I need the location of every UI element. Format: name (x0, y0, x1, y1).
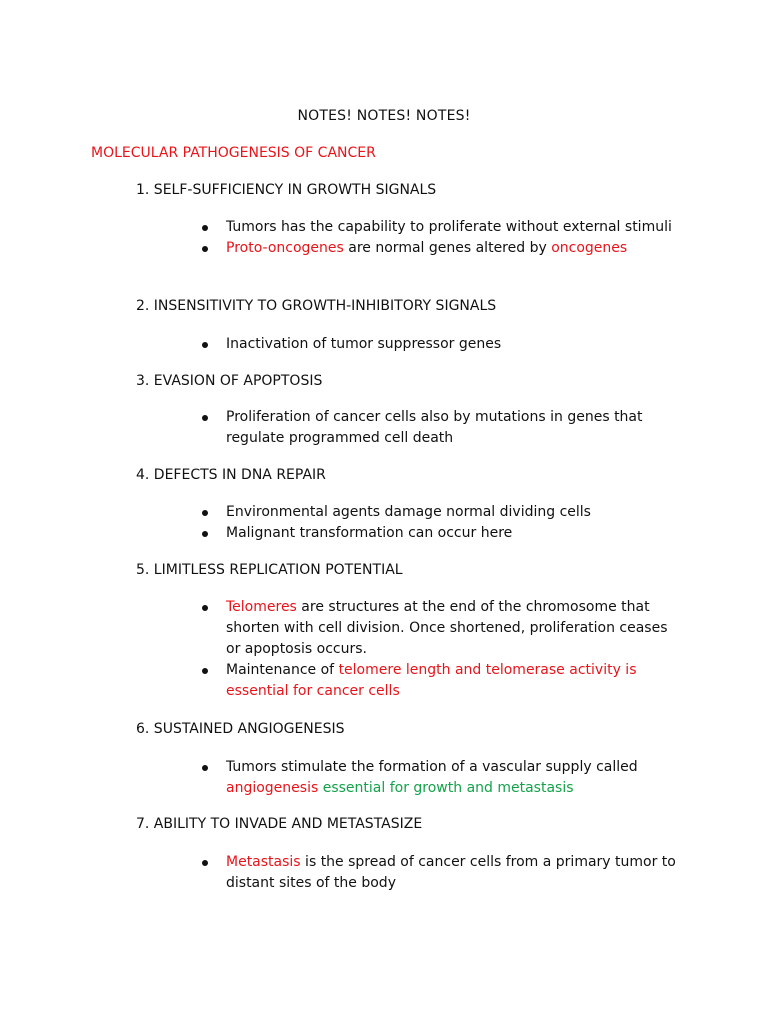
highlight-term: telomere length and telomerase activity is essential for cancer cells (226, 662, 637, 699)
section-heading-2: 2. INSENSITIVITY TO GROWTH-INHIBITORY SIGNALS (136, 298, 497, 314)
list-item: Telomeres are structures at the end of the chromosome that shorten with cell division. Once shortened, proliferation ceases or apoptosis occurs. (200, 597, 680, 660)
bullet-icon (202, 531, 208, 537)
bullet-icon (202, 510, 208, 516)
highlight-term: Telomeres (226, 599, 297, 615)
list-item: Proto-oncogenes are normal genes altered by oncogenes (200, 238, 680, 259)
bullet-list-2 (200, 334, 680, 355)
list-item: Maintenance of telomere length and telomerase activity is essential for cancer cells (200, 660, 680, 702)
document-subtitle: MOLECULAR PATHOGENESIS OF CANCER (91, 145, 376, 161)
bullet-list-6 (200, 757, 680, 799)
section-heading-7: 7. ABILITY TO INVADE AND METASTASIZE (136, 816, 423, 832)
bullet-icon (202, 342, 208, 348)
section-heading-6: 6. SUSTAINED ANGIOGENESIS (136, 721, 345, 737)
list-item: Inactivation of tumor suppressor genes (200, 334, 680, 355)
bullet-list-4 (200, 502, 680, 544)
section-heading-4: 4. DEFECTS IN DNA REPAIR (136, 467, 326, 483)
list-item: Malignant transformation can occur here (200, 523, 680, 544)
list-item: Tumors has the capability to proliferate without external stimuli (200, 217, 680, 238)
bullet-icon (202, 415, 208, 421)
list-item: Proliferation of cancer cells also by mutations in genes that regulate programmed cell death (200, 407, 680, 449)
bullet-icon (202, 765, 208, 771)
highlight-term: Proto-oncogenes (226, 240, 344, 256)
highlight-term: Metastasis (226, 854, 301, 870)
list-item: Tumors stimulate the formation of a vascular supply called angiogenesis essential for growth and metastasis (200, 757, 680, 799)
list-item: Environmental agents damage normal dividing cells (200, 502, 680, 523)
section-heading-1: 1. SELF-SUFFICIENCY IN GROWTH SIGNALS (136, 182, 437, 198)
bullet-list-5 (200, 597, 680, 702)
section-heading-5: 5. LIMITLESS REPLICATION POTENTIAL (136, 562, 403, 578)
bullet-icon (202, 246, 208, 252)
bullet-icon (202, 668, 208, 674)
list-item: Metastasis is the spread of cancer cells from a primary tumor to distant sites of the body (200, 852, 680, 894)
section-heading-3: 3. EVASION OF APOPTOSIS (136, 373, 323, 389)
highlight-term: angiogenesis (226, 780, 319, 796)
bullet-icon (202, 860, 208, 866)
page-title: NOTES! NOTES! NOTES! (297, 108, 471, 124)
bullet-icon (202, 225, 208, 231)
bullet-list-1 (200, 217, 680, 259)
bullet-list-7 (200, 852, 680, 894)
bullet-list-3 (200, 407, 680, 449)
highlight-term: oncogenes (551, 240, 628, 256)
highlight-phrase: essential for growth and metastasis (318, 780, 574, 796)
bullet-icon (202, 605, 208, 611)
